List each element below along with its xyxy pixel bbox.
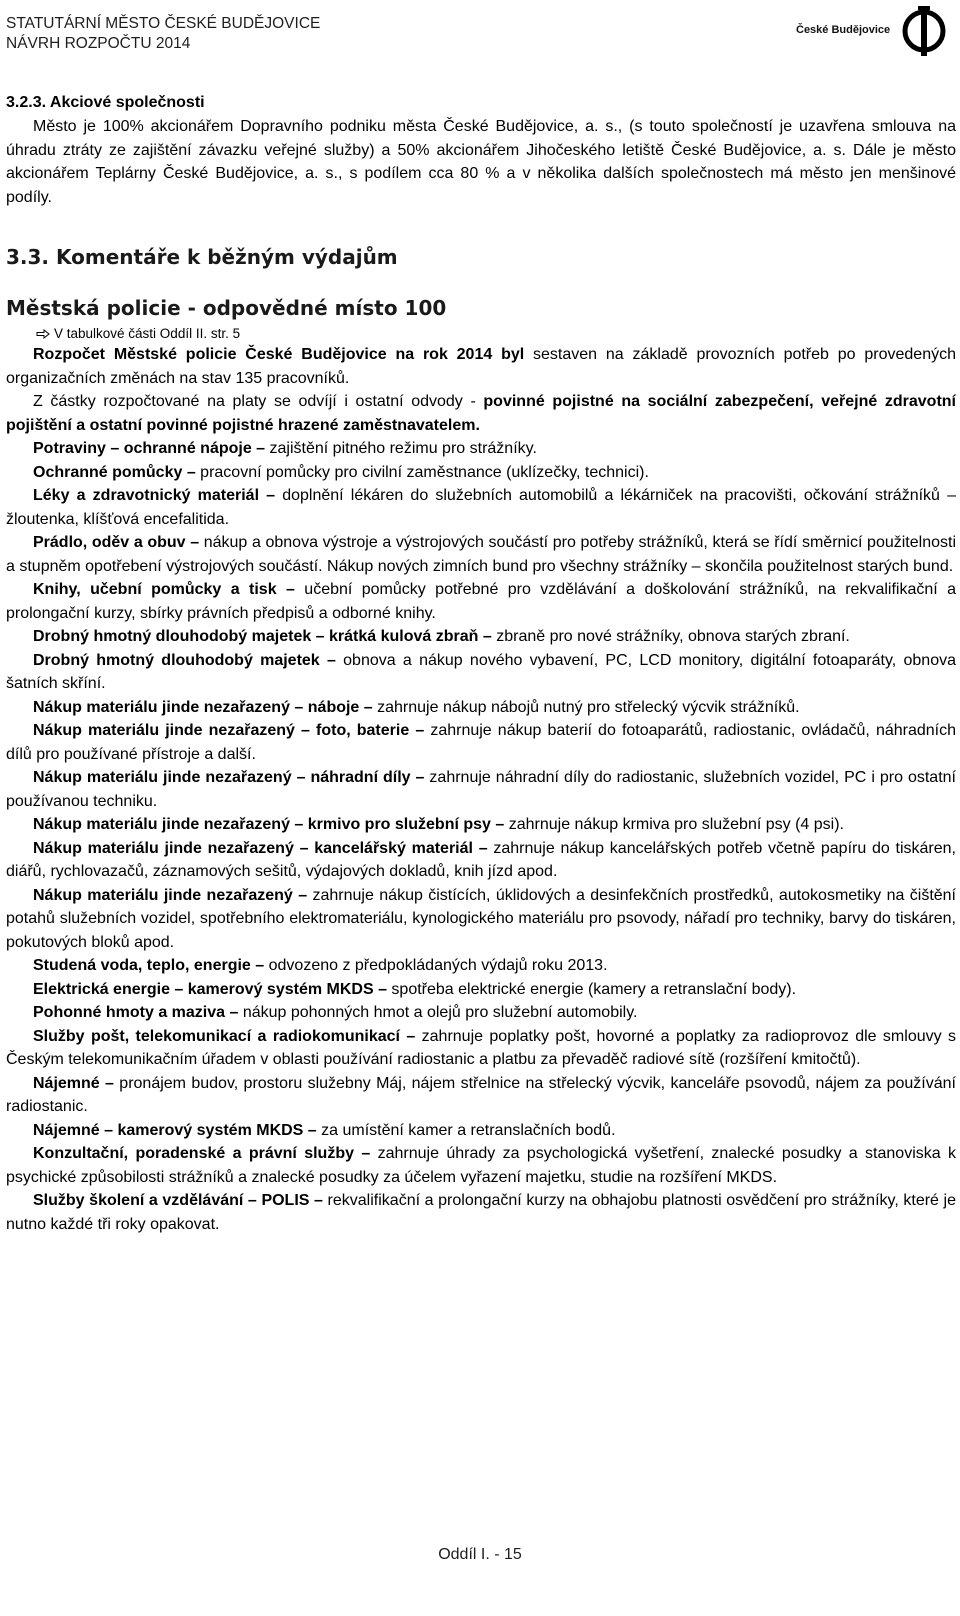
logo-text: České Budějovice [796, 24, 891, 36]
budget-item-paragraph [6, 766, 956, 813]
budget-item-title: Potraviny – ochranné nápoje – [33, 440, 266, 457]
section-heading-323: 3.2.3. Akciové společnosti [6, 94, 205, 111]
budget-item-text: sestaven na základě provozních potřeb po provedených organizačních změnách na stav 135 pracovníků. [6, 346, 956, 387]
budget-item-title: Drobný hmotný dlouhodobý majetek – [33, 651, 336, 669]
budget-item-paragraph [6, 625, 956, 649]
budget-item-text: zahrnuje úhrady za psychologická vyšetření, znalecké posudky a stanoviska k psychické způsobilosti strážníků a znalecké posudky za účelem vyřazení majetku, studie na rozšíření MKDS. [6, 1145, 956, 1186]
budget-item-title: Ochranné pomůcky – [33, 463, 196, 481]
budget-item-paragraph [6, 437, 956, 461]
city-emblem-icon [902, 4, 946, 58]
budget-item-paragraph [6, 578, 956, 625]
budget-item-paragraph [6, 837, 956, 884]
budget-item-text: odvozeno z předpokládaných výdajů roku 2013. [264, 957, 608, 974]
budget-item-text: nákup pohonných hmot a olejů pro služební automobily. [238, 1004, 638, 1021]
page-number: Oddíl I. - 15 [438, 1546, 522, 1563]
budget-item-text: pronájem budov, prostoru služebny Máj, nájem střelnice na střelecký výcvik, kanceláře psovodů, nájem za používání radiostanic. [6, 1074, 956, 1115]
budget-item-text: učební pomůcky potřebné pro vzdělávání a doškolování strážníků, na rekvalifikační a prolongační kurzy, sbírky právních předpisů a odborné knihy. [6, 581, 957, 622]
budget-item-paragraph [6, 696, 956, 720]
budget-item-paragraph [6, 390, 956, 437]
budget-item-text: Z částky rozpočtované na platy se odvíjí i ostatní odvody - [33, 393, 484, 410]
budget-item-title: Konzultační, poradenské a právní služby – [33, 1145, 371, 1162]
budget-item-title: Služby pošt, telekomunikací a radiokomunikací – [33, 1027, 416, 1045]
budget-item-paragraph [6, 484, 956, 531]
budget-item-text: zahrnuje nákup krmiva pro služební psy (4 psi). [504, 816, 844, 833]
budget-item-title: Elektrická energie – kamerový systém MKDS – [33, 980, 387, 998]
table-reference [36, 325, 956, 343]
budget-item-title: Nákup materiálu jinde nezařazený – náboje – [33, 698, 373, 716]
budget-item-title: Drobný hmotný dlouhodobý majetek – krátká kulová zbraň – [33, 628, 492, 645]
header-document: NÁVRH ROZPOČTU 2014 [6, 35, 191, 52]
section-heading-33 [6, 243, 956, 272]
budget-item-text: zahrnuje náhradní díly do radiostanic, služebních vozidel, PC i pro ostatní používanou techniku. [6, 769, 956, 810]
budget-item-paragraph [6, 1001, 956, 1025]
budget-item-paragraph [6, 649, 956, 696]
budget-item-text: pracovní pomůcky pro civilní zaměstnance (uklízečky, technici). [195, 463, 649, 481]
budget-item-title: Nákup materiálu jinde nezařazený – kancelářský materiál – [33, 839, 488, 857]
page-content [6, 91, 956, 1236]
budget-item-text: zahrnuje nákup baterií do fotoaparátů, radiostanic, ovládačů, náhradních dílů pro používané přístroje a další. [6, 722, 957, 763]
budget-item-title: Nájemné – [33, 1074, 114, 1092]
budget-item-title: Studená voda, teplo, energie – [33, 957, 265, 974]
budget-item-paragraph [6, 978, 956, 1002]
section-33-subtitle: Městská policie - odpovědné místo 100 [6, 296, 447, 320]
budget-item-title: Pohonné hmoty a maziva – [33, 1004, 239, 1021]
budget-item-text: zajištění pitného režimu pro strážníky. [265, 440, 537, 457]
budget-item-paragraph [6, 1142, 956, 1189]
page-header [6, 14, 954, 64]
section-33-title: 3.3. Komentáře k běžným výdajům [6, 245, 398, 269]
budget-item-paragraph [6, 343, 956, 390]
budget-item-title: Rozpočet Městské policie České Budějovice na rok 2014 byl [33, 346, 525, 363]
budget-item-title: Prádlo, oděv a obuv – [33, 534, 200, 551]
budget-item-title: Léky a zdravotnický materiál – [33, 487, 276, 504]
budget-item-title: Služby školení a vzdělávání – POLIS – [33, 1192, 323, 1209]
budget-item-text: zbraně pro nové strážníky, obnova starých zbraní. [491, 628, 850, 645]
section-subtitle [6, 294, 956, 323]
budget-item-text: obnova a nákup nového vybavení, PC, LCD monitory, digitální fotoaparáty, obnova šatních skříní. [6, 651, 957, 692]
arrow-right-icon [36, 329, 50, 339]
budget-item-emphasis: povinné pojistné na sociální zabezpečení, veřejné zdravotní pojištění a ostatní povinné pojistné hrazené zaměstnavatelem. [6, 393, 956, 434]
budget-item-text: zahrnuje nákup nábojů nutný pro střelecký výcvik strážníků. [372, 698, 800, 716]
city-logo [796, 4, 946, 58]
budget-item-title: Knihy, učební pomůcky a tisk – [33, 581, 295, 598]
budget-item-text: rekvalifikační a prolongační kurzy na obhajobu platnosti osvědčení pro strážníky, které je nutno každé tři roky opakovat. [6, 1192, 957, 1233]
budget-item-paragraph [6, 461, 956, 485]
budget-item-text: spotřeba elektrické energie (kamery a retranslační body). [386, 980, 797, 998]
budget-item-text: nákup a obnova výstroje a výstrojových součástí pro potřeby strážníků, která se řídí směrnicí použitelnosti a stupněm opotřebení výstrojových součástí. Nákup nových zimních bund pro všechny strážníky – skončila použitelnost starých bund. [6, 534, 956, 575]
section-323-text: Město je 100% akcionářem Dopravního podniku města České Budějovice, a. s., (s touto společností je uzavřena smlouva na úhradu ztráty ze zajištění závazku veřejné služby) a 50% akcionářem Jihočeského letiště České Budějovice, a. s. Dále je město akcionářem Teplárny České Budějovice, a. s., s podílem cca 80 % a v několika dalších společnostech má město jen menšinové podíly. [6, 118, 956, 206]
budget-item-text: zahrnuje nákup kancelářských potřeb včetně papíru do tiskáren, diářů, rychlovazačů, záznamových sešitů, výdajových dokladů, knih jízd apod. [6, 839, 956, 880]
budget-item-text: zahrnuje poplatky pošt, hovorné a poplatky za radioprovoz dle smlouvy s Českým telekomunikačním úřadem v oblasti používání radiostanic a platbu za převaděč radiové sítě (rozšíření kmitočtů). [6, 1027, 956, 1068]
budget-item-title: Nákup materiálu jinde nezařazený – krmivo pro služební psy – [33, 816, 505, 833]
budget-item-paragraph [6, 884, 956, 955]
budget-item-paragraph [6, 954, 956, 978]
budget-item-title: Nákup materiálu jinde nezařazený – [33, 886, 308, 904]
reference-text: V tabulkové části Oddíl II. str. 5 [54, 326, 241, 341]
header-city: STATUTÁRNÍ MĚSTO ČESKÉ BUDĚJOVICE [6, 15, 321, 32]
budget-item-paragraph [6, 1189, 956, 1236]
budget-item-title: Nákup materiálu jinde nezařazený – náhradní díly – [33, 769, 425, 786]
budget-item-text: doplnění lékáren do služebních automobilů a lékárniček na pracovišti, očkování strážníků – žloutenka, klíšťová encefalitida. [6, 487, 956, 528]
budget-item-title: Nákup materiálu jinde nezařazený – foto, baterie – [33, 722, 425, 739]
budget-item-paragraph [6, 531, 956, 578]
budget-item-paragraph [6, 813, 956, 837]
budget-item-paragraph [6, 1072, 956, 1119]
budget-item-text: zahrnuje nákup čistících, úklidových a desinfekčních prostředků, autokosmetiky na čištění potahů služebních vozidel, spotřebního elektromateriálu, kynologického materiálu pro psovody, nářadí pro techniky, barvy do tiskáren, pokutových bloků apod. [6, 886, 956, 951]
budget-item-paragraph [6, 1025, 956, 1072]
budget-item-text: za umístění kamer a retranslačních bodů. [316, 1121, 616, 1139]
budget-comment-list [6, 343, 956, 1236]
budget-item-title: Nájemné – kamerový systém MKDS – [33, 1121, 317, 1139]
budget-item-paragraph [6, 719, 956, 766]
budget-item-paragraph [6, 1119, 956, 1143]
